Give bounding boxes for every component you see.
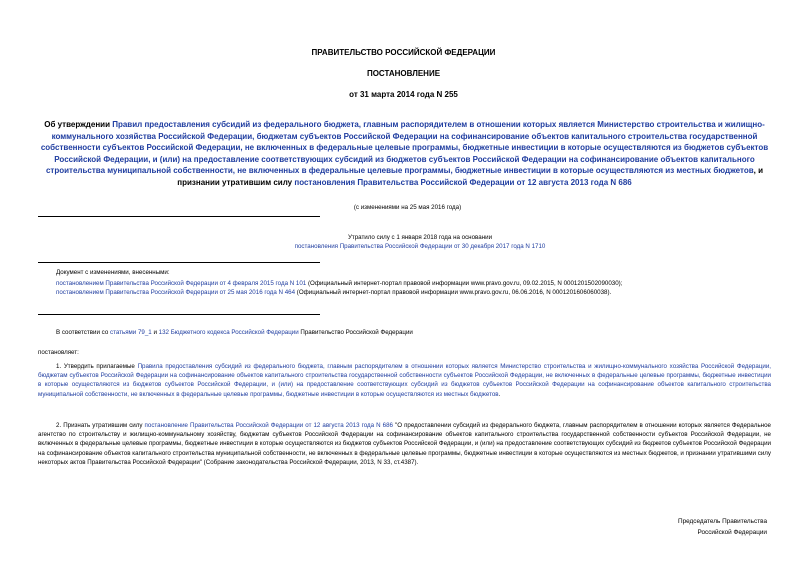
article-79-link[interactable]: статьями 79_1 — [109, 329, 152, 336]
changes-block — [56, 268, 776, 298]
government-heading: ПРАВИТЕЛЬСТВО РОССИЙСКОЙ ФЕДЕРАЦИИ — [311, 48, 496, 57]
signature-org: Российской Федерации — [697, 529, 767, 536]
decree-686-repeal-link[interactable]: постановление Правительства Российской Федерации от 12 августа 2013 года N 686 — [144, 422, 393, 429]
expired-line: Утратило силу с 1 января 2018 года на основании — [347, 234, 493, 241]
title-middle: , и признании утратившим силу — [177, 166, 764, 187]
rules-approve-link[interactable]: Правила предоставления субсидий из федерального бюджета, главным распорядителем в отношении которых является Министерство строительства и жилищно-коммунального хозяйства Российской Федерации, бюджетам субъектов Российской Федерации на софинансирование объектов капитального строительства государственной собственности субъектов Российской Федерации, не включенных в федеральные целевые программы, бюджетные инвестиции в которые осуществляются из бюджетов субъектов Российской Федерации, и (или) на предоставление соответствующих субсидий из бюджетов субъектов Российской Федерации на софинансирование объектов капитального строительства муниципальной собственности, не включенных в федеральные целевые программы, бюджетные инвестиции в которые осуществляются из местных бюджетов — [38, 363, 771, 398]
title-prefix: Об утверждении — [44, 120, 113, 129]
basis-paragraph: В соответствии со статьями 79_1 и 132 Бюджетного кодекса Российской Федерации Правительство Российской Федерации — [56, 329, 413, 336]
expired-note — [150, 233, 690, 251]
decree-464-link[interactable]: постановлением Правительства Российской Федерации от 25 мая 2016 года N 464 — [56, 289, 296, 297]
paragraph-2: 2. Признать утратившим силу постановление Правительства Российской Федерации от 12 августа 2013 года N 686 "О предоставлении субсидий из федерального бюджета, главным распорядителем в отношении которых является Федеральное агентство по строительству и жилищно-коммунальному хозяйству, бюджетам субъектов Российской Федерации на софинансирование объектов капитального строительства государственной собственности субъектов Российской Федерации, не включенных в федеральные целевые программы, бюджетные инвестиции в которые осуществляются из бюджетов субъектов Российской Федерации, и (или) на предоставление соответствующих субсидий из бюджетов субъектов Российской Федерации на софинансирование объектов капитального строительства муниципальной собственности, не включенных в федеральные целевые программы, бюджетные инвестиции в которые осуществляются из местных бюджетов, и признании утратившими силу некоторых актов Правительства Российской Федерации" (Собрание законодательства Российской Федерации, 2013, N 33, ст.4387). — [38, 422, 771, 466]
date-number-heading: от 31 марта 2014 года N 255 — [349, 90, 458, 99]
divider — [38, 216, 320, 217]
doc-type-heading: ПОСТАНОВЛЕНИЕ — [366, 69, 441, 78]
decree-101-link[interactable]: постановлением Правительства Российской Федерации от 4 февраля 2015 года N 101 — [56, 280, 307, 288]
signature-title: Председатель Правительства — [678, 518, 767, 525]
paragraph-1: 1. Утвердить прилагаемые Правила предоставления субсидий из федерального бюджета, главным распорядителем в отношении которых является Министерство строительства и жилищно-коммунального хозяйства Российской Федерации, бюджетам субъектов Российской Федерации на софинансирование объектов капитального строительства государственной собственности субъектов Российской Федерации, не включенных в федеральные целевые программы, бюджетные инвестиции в которые осуществляются из бюджетов субъектов Российской Федерации, и (или) на предоставление соответствующих субсидий из бюджетов субъектов Российской Федерации на софинансирование объектов капитального строительства муниципальной собственности, не включенных в федеральные целевые программы, бюджетные инвестиции в которые осуществляются из местных бюджетов. — [38, 363, 771, 398]
decree-686-link[interactable]: постановления Правительства Российской Федерации от 12 августа 2013 года N 686 — [294, 177, 632, 187]
decree-1710-link[interactable]: постановления Правительства Российской Федерации от 30 декабря 2017 года N 1710 — [294, 243, 546, 251]
divider — [38, 314, 320, 315]
change-item: постановлением Правительства Российской Федерации от 25 мая 2016 года N 464 (Официальный интернет-портал правовой информации www.pravo.gov.ru, 06.06.2016, N 0001201606060038). — [56, 289, 612, 297]
budget-code-link[interactable]: 132 Бюджетного кодекса Российской Федерации — [158, 329, 299, 336]
signature-block — [678, 516, 767, 538]
change-item: постановлением Правительства Российской Федерации от 4 февраля 2015 года N 101 (Официальный интернет-портал правовой информации www.pravo.gov.ru, 09.02.2015, N 0001201502090030); — [56, 280, 623, 288]
divider — [38, 262, 320, 263]
amended-note: (с изменениями на 25 мая 2016 года) — [353, 204, 462, 211]
decrees-word: постановляет: — [38, 349, 79, 356]
rules-link[interactable]: Правил предоставления субсидий из федерального бюджета, главным распорядителем в отношении которых является Министерство строительства и жилищно-коммунального хозяйства Российской Федерации, бюджетам субъектов Российской Федерации на софинансирование объектов капитального строительства государственной собственности субъектов Российской Федерации, не включенных в федеральные целевые программы, бюджетные инвестиции в которые осуществляются из бюджетов субъектов Российской Федерации, и (или) на предоставление соответствующих субсидий из бюджетов субъектов Российской Федерации на софинансирование объектов капитального строительства муниципальной собственности, не включенных в федеральные целевые программы, бюджетные инвестиции в которые осуществляются из местных бюджетов — [40, 120, 769, 176]
document-title — [38, 119, 771, 189]
changes-heading: Документ с изменениями, внесенными: — [56, 269, 170, 276]
